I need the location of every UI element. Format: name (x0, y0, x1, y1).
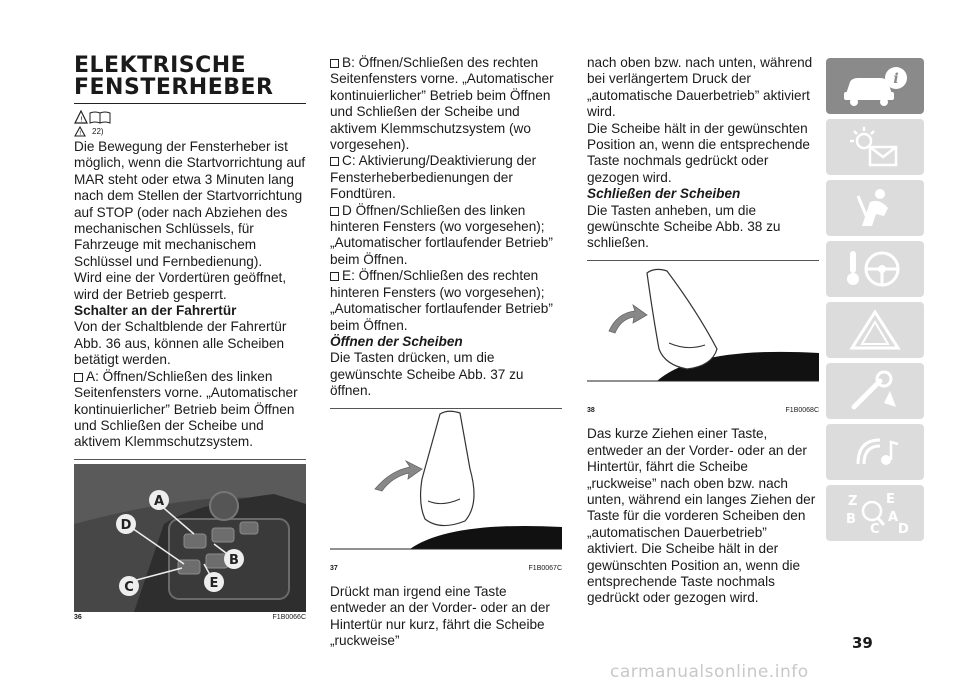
bullet-box-icon (330, 157, 339, 166)
short-press-paragraph: Drückt man irgend eine Taste entweder an der Vorder- oder an der Hintertür nur kurz, fährt die Scheibe „ruckweise” (330, 583, 550, 649)
dashboard-lights-icon (840, 125, 910, 169)
chapter-sidebar (826, 58, 924, 546)
intro-paragraph: Die Bewegung der Fensterheber ist möglich, wenn die Startvorrichtung auf MAR steht oder etwa 3 Minuten lang nach dem Stellen der Startvorrichtung auf STOP (oder nach Abziehen des mechanischen Schlüssels, für Fahrzeuge mit mechanischem Schlüssel und Fernbedienung). (74, 139, 306, 269)
label-c: C (124, 579, 134, 595)
door-switch-illustration (74, 464, 306, 612)
watermark: carmanualsonline.info (610, 662, 809, 682)
pull-paragraph: Das kurze Ziehen einer Taste, entweder an der Vorder- oder an der Hintertür, fährt die Scheibe „ruckweise” nach oben bzw. nach unten, während ein langes Ziehen der Taste für die vorderen Scheiben den „automatischen Dauerbetrieb” aktiviert. Die Scheibe hält in der gewünschten Position an, wenn die entsprechende Taste nochmals gedrückt oder gezogen wird. (587, 426, 816, 606)
door-switch-photo (74, 464, 306, 612)
service-wrench-icon (840, 369, 910, 413)
warning-triangle-icon (74, 126, 86, 137)
multimedia-icon (840, 430, 910, 474)
svg-text:!: ! (79, 130, 82, 137)
car-info-icon (840, 64, 910, 108)
figure-37-caption: 37 F1B0067C (330, 564, 562, 572)
warning-triangle-icon (840, 308, 910, 352)
tab-emergency[interactable] (826, 302, 924, 358)
bullet-box-icon (330, 59, 339, 68)
bullet-d: D Öffnen/Schließen des linken hinteren Fensters (wo vorgesehen); „Automatischer fortlaufender Betrieb” beim Öffnen. (330, 202, 553, 267)
bullet-b: B: Öffnen/Schließen des rechten Seitenfensters vorne. „Automatischer kontinuierlicher” Betrieb beim Öffnen und Schließen der Scheibe und aktivem Klemmschutzsystem (wo vorgesehen). (330, 55, 554, 153)
stop-paragraph: Die Scheibe hält in der gewünschten Position an, wenn die entsprechende Taste nochmals gedrückt oder gezogen wird. (587, 120, 810, 185)
svg-text:!: ! (80, 115, 84, 124)
tab-multimedia[interactable] (826, 424, 924, 480)
svg-text:i: i (893, 71, 899, 87)
steering-key-icon (840, 247, 910, 291)
svg-text:D: D (898, 522, 909, 535)
warning-ref-row (74, 126, 306, 137)
svg-text:C: C (870, 522, 880, 535)
tab-starting-driving[interactable] (826, 241, 924, 297)
section-heading-close: Schließen der Scheiben (587, 186, 741, 202)
svg-text:B: B (846, 512, 856, 527)
bullet-e: E: Öffnen/Schließen des rechten hinteren Fensters (wo vorgesehen); „Automatischer fortlaufender Betrieb” beim Öffnen. (330, 268, 553, 333)
open-paragraph: Die Tasten drücken, um die gewünschte Scheibe Abb. 37 zu öffnen. (330, 350, 524, 399)
tab-dashboard-lights[interactable] (826, 119, 924, 175)
tab-maintenance[interactable] (826, 363, 924, 419)
tab-car-info[interactable] (826, 58, 924, 114)
svg-text:A: A (888, 510, 899, 525)
figure-38-caption: 38 F1B0068C (587, 407, 819, 415)
warning-book-icon (74, 110, 112, 124)
column-3 (587, 55, 819, 607)
bullet-c: C: Aktivierung/Deaktivierung der Fensterheberbedienungen der Fondtüren. (330, 153, 537, 202)
figure-36-caption: 36 F1B0066C (74, 613, 306, 621)
label-b: B (229, 552, 239, 568)
column-1 (74, 55, 306, 623)
airbag-seat-icon (840, 186, 910, 230)
label-d: D (120, 517, 132, 533)
page-number: 39 (852, 634, 873, 652)
index-letters-icon (840, 491, 910, 535)
bullet-box-icon (74, 373, 83, 382)
close-paragraph: Die Tasten anheben, um die gewünschte Scheibe Abb. 38 zu schließen. (587, 202, 781, 251)
finger-lift-illustration (587, 261, 819, 401)
bullet-box-icon (330, 272, 339, 281)
section-heading-driver-switch: Schalter an der Fahrertür (74, 303, 237, 319)
driver-switch-paragraph: Von der Schaltblende der Fahrertür Abb. 36 aus, können alle Scheiben betätigt werden. (74, 319, 287, 368)
figure-38 (587, 260, 819, 416)
column-2 (330, 55, 562, 650)
cross-reference-icons (74, 110, 306, 124)
long-press-paragraph: nach oben bzw. nach unten, während bei verlängertem Druck der „automatische Dauerbetrieb” aktiviert wird. (587, 55, 813, 120)
title-rule (74, 103, 306, 104)
label-a: A (153, 493, 165, 509)
section-heading-open: Öffnen der Scheiben (330, 333, 463, 349)
bullet-box-icon (330, 207, 339, 216)
svg-text:E: E (886, 492, 895, 507)
tab-safety[interactable] (826, 180, 924, 236)
figure-36 (74, 459, 306, 623)
finger-press-illustration (330, 409, 562, 559)
door-lock-paragraph: Wird eine der Vordertüren geöffnet, wird der Betrieb gesperrt. (74, 270, 287, 302)
bullet-a: A: Öffnen/Schließen des linken Seitenfensters vorne. „Automatischer kontinuierlicher” Betrieb beim Öffnen und Schließen der Scheibe und aktivem Klemmschutzsystem. (74, 368, 298, 450)
svg-text:Z: Z (848, 494, 858, 509)
figure-rule (74, 459, 306, 460)
page-title: ELEKTRISCHE FENSTERHEBER (74, 53, 274, 100)
label-e: E (209, 575, 219, 591)
warning-ref: 22) (92, 126, 104, 136)
figure-37 (330, 408, 562, 574)
tab-index[interactable] (826, 485, 924, 541)
